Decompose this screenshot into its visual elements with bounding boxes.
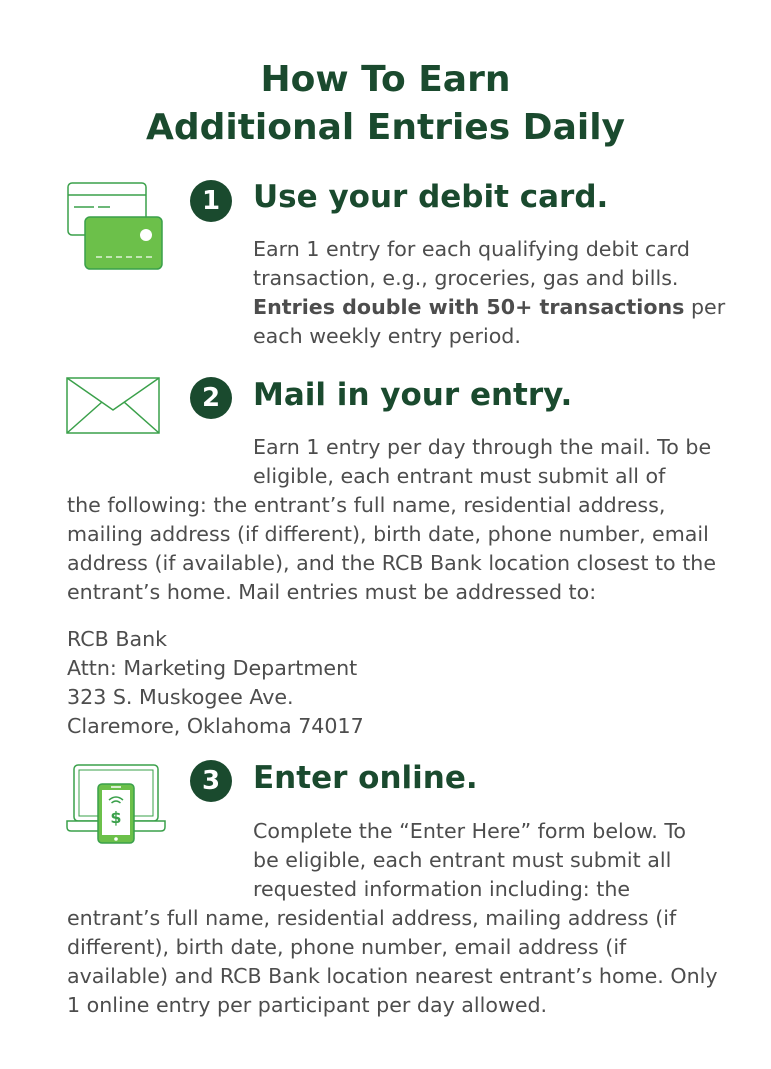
step-text-line: different), birth date, phone number, email address (if [67, 935, 627, 959]
step-text-line: entrant’s full name, residential address, mailing address (if [67, 906, 677, 930]
step-text-line: transaction, e.g., groceries, gas and bills. [253, 266, 679, 290]
step-text-line [253, 293, 725, 322]
step-text-line: mailing address (if different), birth date, phone number, email [67, 522, 709, 546]
bold-highlight-text: Entries double with 50+ transactions [253, 295, 685, 319]
step-text-fragment: per [684, 295, 726, 319]
step-text-line: be eligible, each entrant must submit all [253, 848, 672, 872]
laptop-phone-icon [66, 763, 166, 845]
step-heading: Mail in your entry. [253, 377, 573, 413]
dollar-symbol: $ [110, 808, 122, 827]
address-line: 323 S. Muskogee Ave. [67, 685, 294, 709]
step-number-badge: 1 [190, 180, 232, 222]
envelope-icon [66, 377, 160, 435]
address-line: Claremore, Oklahoma 74017 [67, 714, 364, 738]
step-text-line: each weekly entry period. [253, 324, 521, 348]
step-text-line: entrant’s home. Mail entries must be addressed to: [67, 580, 597, 604]
step-heading: Use your debit card. [253, 179, 609, 215]
step-text-line: Earn 1 entry per day through the mail. To be [253, 435, 712, 459]
step-text-line: the following: the entrant’s full name, residential address, [67, 493, 666, 517]
step-text-line: Complete the “Enter Here” form below. To [253, 819, 687, 843]
step-text-line: available) and RCB Bank location nearest entrant’s home. Only [67, 964, 718, 988]
step-number-badge: 3 [190, 760, 232, 802]
step-heading: Enter online. [253, 760, 478, 796]
step-number-badge: 2 [190, 377, 232, 419]
address-line: Attn: Marketing Department [67, 656, 358, 680]
step-text-line: Earn 1 entry for each qualifying debit card [253, 237, 690, 261]
step-text-line: requested information including: the [253, 877, 631, 901]
credit-card-icon [66, 181, 166, 273]
step-text-line: eligible, each entrant must submit all of [253, 464, 666, 488]
page-title-line-1: How To Earn [260, 59, 511, 100]
step-text-line: address (if available), and the RCB Bank location closest to the [67, 551, 716, 575]
step-text-line: 1 online entry per participant per day allowed. [67, 993, 548, 1017]
address-line: RCB Bank [67, 627, 168, 651]
page-title-line-2: Additional Entries Daily [145, 107, 626, 148]
